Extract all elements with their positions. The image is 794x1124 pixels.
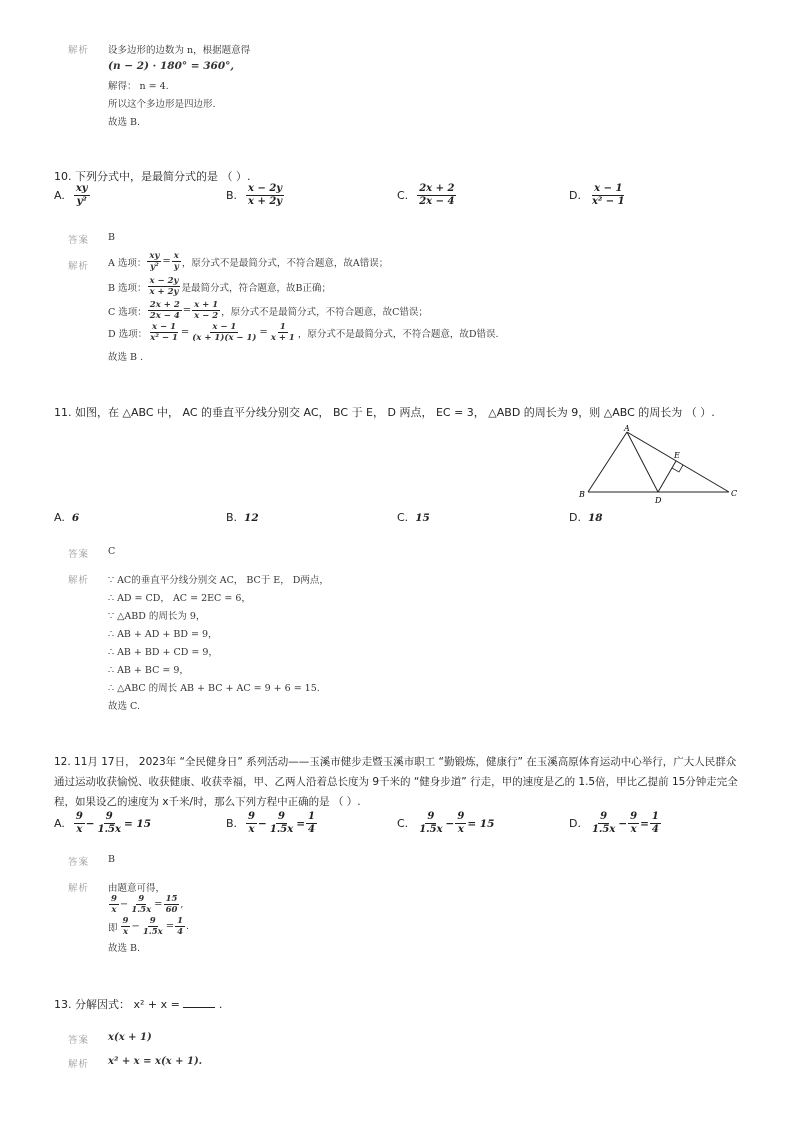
q12-step2: $\frac{9}{x}$ − $\frac{9}{1.5x}$ = $\frac{15}{60}$ , — [111, 894, 184, 915]
q12-stem-line3: 程，如果设乙的速度为 x千米/时，那么下列方程中正确的是 （ ）. — [54, 796, 361, 808]
analysis-label: 解析 — [68, 1059, 90, 1070]
q11-step: ∵ AC的垂直平分线分别交 AC， BC于 E， D两点， — [108, 575, 329, 586]
q10-solution-b: B 选项： $\frac{x - 2y}{x + 2y}$ 是最简分式，符合题意，故B正确； — [108, 276, 331, 297]
q9-line1: 设多边形的边数为 n，根据题意得 — [108, 45, 251, 56]
q12-option-d: D. $\frac{9}{1.5x}$ − $\frac{9}{x}$ = $\frac{1}{4}$ — [569, 811, 659, 835]
q11-step: ∴ AD = CD， AC = 2EC = 6， — [108, 593, 251, 604]
q11-option-a: A. 6 — [54, 511, 80, 524]
triangle-figure — [574, 424, 744, 506]
q11-answer: C — [108, 546, 116, 557]
q9-line3: 解得： n = 4. — [108, 81, 169, 92]
vertex-c: C — [731, 489, 738, 498]
q11-step: ∴ △ABC 的周长 AB + BC + AC = 9 + 6 = 15. — [108, 683, 320, 694]
answer-blank[interactable] — [183, 997, 215, 1008]
vertex-a: A — [624, 424, 630, 433]
analysis-label: 解析 — [68, 575, 90, 586]
q9-line4: 所以这个多边形是四边形. — [108, 99, 216, 110]
vertex-b: B — [579, 490, 585, 499]
q10-solution-d: D 选项： $\frac{x - 1}{\text{x² − 1}}$ = $\frac{x - 1}{(x + 1)(x - 1)}$ = $\frac{1}{x + 1}$ ，原分式不是最简分式，不符合题意，故D错误. — [108, 322, 499, 343]
q11-step: ∵ △ABD 的周长为 9， — [108, 611, 206, 622]
point-d: D — [655, 496, 662, 505]
q12-option-b: B. $\frac{9}{x}$ − $\frac{9}{1.5x}$ = $\frac{1}{4}$ — [226, 811, 315, 835]
q10-solution-a: A 选项： $\frac{xy}{\text{y²}}$ = $\frac{x}{y}$ ，原分式不是最简分式，不符合题意，故A错误； — [108, 251, 389, 272]
q10-option-c: C. $\frac{2x + 2}{2x - 4}$ — [397, 183, 455, 207]
analysis-label: 解析 — [68, 45, 90, 56]
q12-stem-line1: 12. 11月 17日， 2023年 “全民健身日” 系列活动——玉溪市健步走暨玉溪市职工 “勤锻炼，健康行” 在玉溪高原体育运动中心举行，广大人民群众 — [54, 756, 737, 768]
analysis-label: 解析 — [68, 261, 90, 272]
q10-stem: 10. 下列分式中，是最简分式的是 （ ）. — [54, 170, 251, 183]
q10-final: 故选 B . — [108, 352, 144, 363]
q11-option-c: C. 15 — [397, 511, 430, 524]
q11-step: ∴ AB + AD + BD = 9， — [108, 629, 218, 640]
answer-label: 答案 — [68, 857, 90, 868]
q13-stem: 13. 分解因式： x² + x = . — [54, 998, 223, 1011]
q11-step: ∴ AB + BD + CD = 9， — [108, 647, 218, 658]
q11-option-b: B. 12 — [226, 511, 259, 524]
q11-option-d: D. 18 — [569, 511, 603, 524]
q9-line5: 故选 B. — [108, 117, 141, 128]
q13-answer: x(x + 1) — [108, 1032, 152, 1043]
q12-option-a: A. $\frac{9}{x}$ − $\frac{9}{1.5x}$ = 15 — [54, 811, 152, 835]
q12-option-c: C. $\frac{9}{1.5x}$ − $\frac{9}{x}$ = 15 — [397, 811, 495, 835]
q10-answer: B — [108, 232, 115, 243]
q13-analysis: x² + x = x(x + 1). — [108, 1056, 203, 1067]
point-e: E — [674, 451, 680, 460]
q10-option-d: D. $\frac{x - 1}{\text{x² − 1}}$ — [569, 183, 625, 207]
answer-label: 答案 — [68, 549, 90, 560]
answer-label: 答案 — [68, 235, 90, 246]
q11-stem: 11. 如图，在 △ABC 中， AC 的垂直平分线分别交 AC， BC 于 E， D 两点， EC = 3， △ABD 的周长为 9，则 △ABC 的周长为 （ ）. — [54, 406, 715, 419]
q11-step: 故选 C. — [108, 701, 140, 712]
q10-option-a: A. $\frac{xy}{\text{y²}}$ — [54, 183, 88, 207]
q12-step3: 即 $\frac{9}{x}$ − $\frac{9}{1.5x}$ = $\frac{1}{4}$ . — [108, 916, 190, 937]
answer-label: 答案 — [68, 1035, 90, 1046]
q12-step1: 由题意可得， — [108, 883, 166, 894]
q10-option-b: B. $\frac{x - 2y}{x + 2y}$ — [226, 183, 283, 207]
q12-answer: B — [108, 854, 115, 865]
q9-line2: (n − 2) · 180° = 360°, — [108, 60, 235, 72]
q10-solution-c: C 选项： $\frac{2x + 2}{2x - 4}$ = $\frac{x + 1}{x - 2}$ ，原分式不是最简分式，不符合题意，故C错误； — [108, 300, 428, 321]
q12-stem-line2: 通过运动收获愉悦、收获健康、收获幸福，甲、乙两人沿着总长度为 9千米的 “健身步道” 行走，甲的速度是乙的 1.5倍，甲比乙提前 15分钟走完全 — [54, 776, 738, 788]
q12-final: 故选 B. — [108, 943, 141, 954]
analysis-label: 解析 — [68, 883, 90, 894]
q11-step: ∴ AB + BC = 9， — [108, 665, 189, 676]
